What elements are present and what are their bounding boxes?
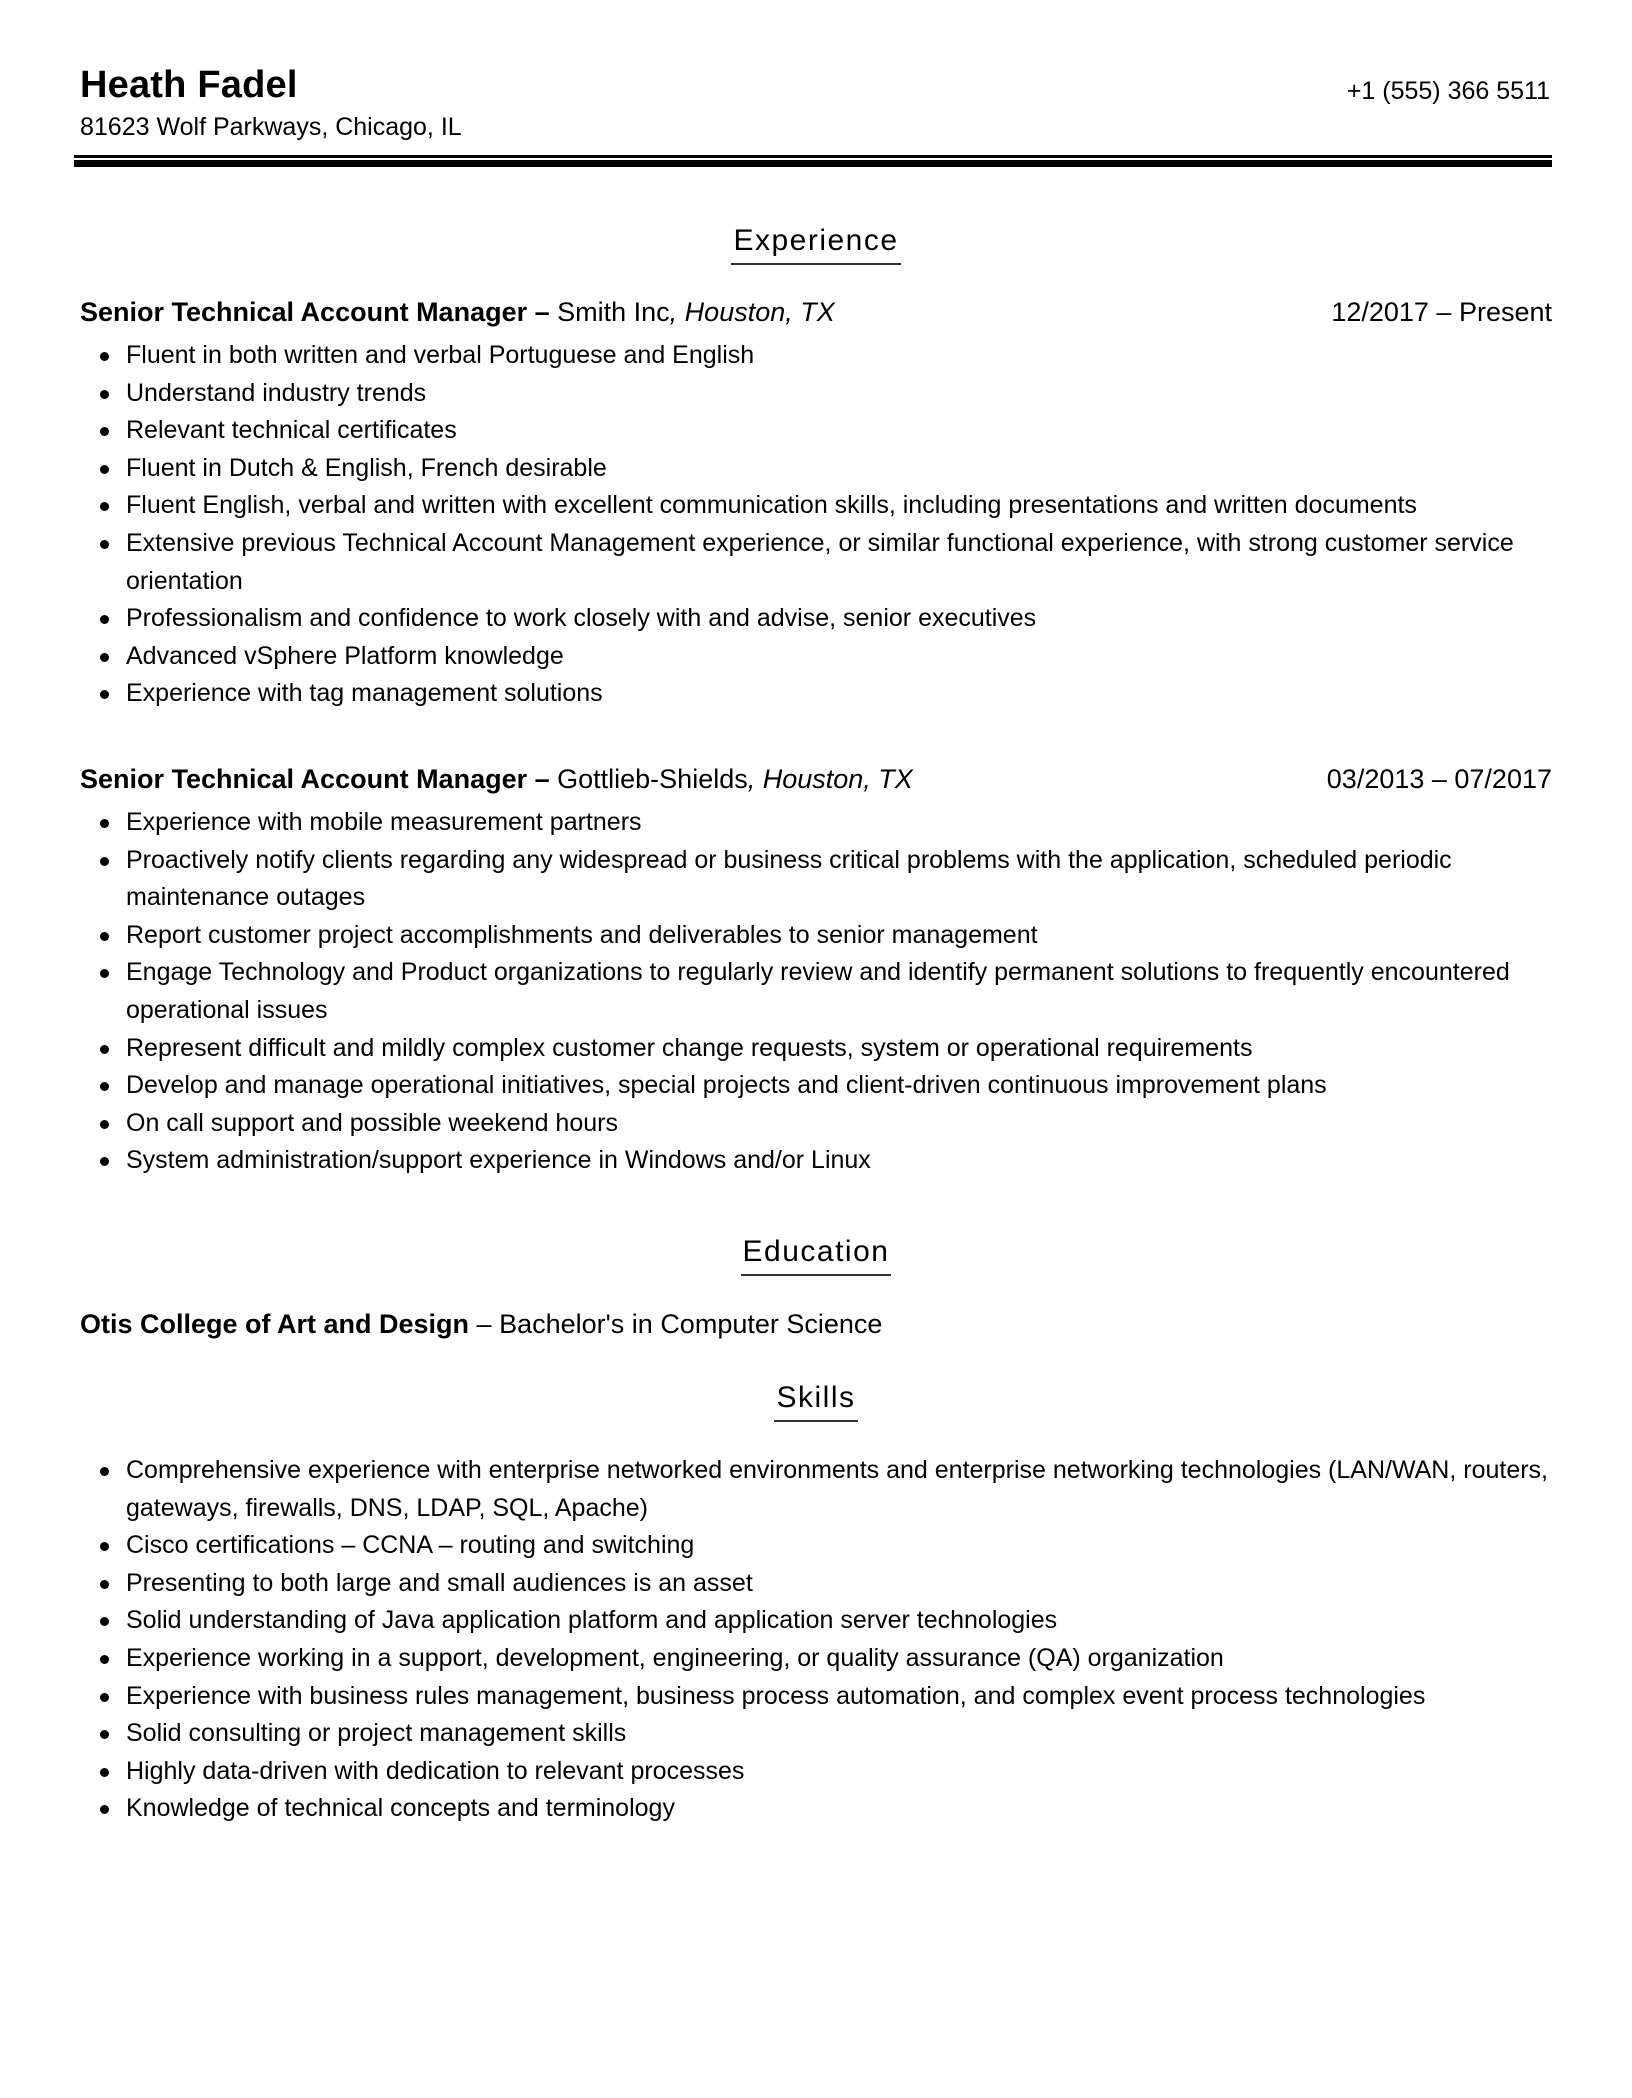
section-heading-skills: Skills [0,1380,1632,1422]
list-item: Fluent in Dutch & English, French desirable [80,450,1552,488]
candidate-phone: +1 (555) 366 5511 [1346,77,1550,105]
list-item: Develop and manage operational initiatives, special projects and client-driven continuous improvement plans [80,1067,1552,1105]
list-item: Experience with mobile measurement partners [80,804,1552,842]
list-item: Professionalism and confidence to work closely with and advise, senior executives [80,600,1552,638]
candidate-name: Heath Fadel [80,64,298,106]
job-company: Smith Inc [549,297,670,327]
list-item: Experience working in a support, development, engineering, or quality assurance (QA) organization [80,1640,1552,1678]
list-item: Represent difficult and mildly complex customer change requests, system or operational requirements [80,1030,1552,1068]
job-dates: 03/2013 – 07/2017 [1326,764,1552,794]
job-location: , Houston, TX [747,764,913,794]
education-school: Otis College of Art and Design [80,1309,470,1339]
list-item: Highly data-driven with dedication to relevant processes [80,1753,1552,1791]
section-heading-education: Education [0,1234,1632,1276]
header-divider-thick [74,160,1552,167]
list-item: Solid understanding of Java application platform and application server technologies [80,1602,1552,1640]
education-separator: – [469,1309,500,1339]
job-header [80,294,1552,330]
list-item: Presenting to both large and small audiences is an asset [80,1565,1552,1603]
list-item: System administration/support experience in Windows and/or Linux [80,1142,1552,1180]
candidate-address: 81623 Wolf Parkways, Chicago, IL [80,113,462,141]
list-item: Engage Technology and Product organizations to regularly review and identify permanent solutions to frequently encountered operational issues [80,954,1552,1029]
section-heading-experience: Experience [0,223,1632,265]
job-title: Senior Technical Account Manager – [80,297,550,327]
list-item: Cisco certifications – CCNA – routing and switching [80,1527,1552,1565]
list-item: Extensive previous Technical Account Management experience, or similar functional experience, with strong customer service orientation [80,525,1552,600]
list-item: Advanced vSphere Platform knowledge [80,638,1552,676]
list-item: Proactively notify clients regarding any widespread or business critical problems with the application, scheduled periodic maintenance outages [80,842,1552,917]
list-item: Report customer project accomplishments and deliverables to senior management [80,917,1552,955]
list-item: Knowledge of technical concepts and terminology [80,1790,1552,1828]
list-item: Solid consulting or project management skills [80,1715,1552,1753]
list-item: Experience with business rules management, business process automation, and complex event process technologies [80,1678,1552,1716]
header-divider-thin [74,155,1552,158]
education-entry [80,1306,1552,1342]
job-dates: 12/2017 – Present [1331,297,1552,327]
list-item: Fluent in both written and verbal Portuguese and English [80,337,1552,375]
job-header [80,761,1552,797]
skills-list [80,1452,1552,1828]
job-bullets [80,804,1552,1180]
job-location: , Houston, TX [669,297,835,327]
job-bullets [80,337,1552,713]
list-item: Fluent English, verbal and written with excellent communication skills, including presentations and written documents [80,487,1552,525]
list-item: On call support and possible weekend hours [80,1105,1552,1143]
list-item: Understand industry trends [80,375,1552,413]
list-item: Relevant technical certificates [80,412,1552,450]
list-item: Comprehensive experience with enterprise networked environments and enterprise networking technologies (LAN/WAN, routers, gateways, firewalls, DNS, LDAP, SQL, Apache) [80,1452,1552,1527]
job-company: Gottlieb-Shields [549,764,748,794]
job-title: Senior Technical Account Manager – [80,764,550,794]
education-degree: Bachelor's in Computer Science [499,1309,883,1339]
list-item: Experience with tag management solutions [80,675,1552,713]
